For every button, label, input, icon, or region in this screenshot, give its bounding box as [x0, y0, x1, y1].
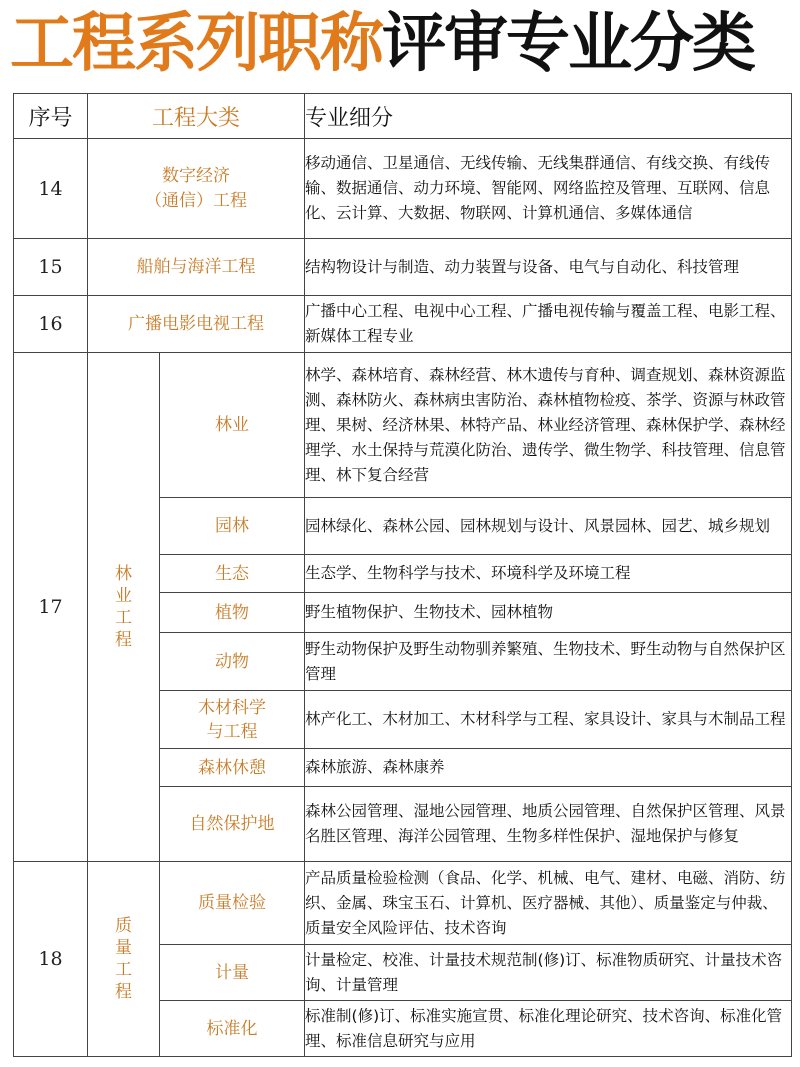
table-row [14, 862, 792, 945]
table-row [14, 139, 792, 239]
sub-detail: 森林旅游、森林康养 [305, 749, 792, 787]
sub-category: 自然保护地 [160, 787, 305, 862]
title-part-black: 评审专业分类 [382, 7, 754, 81]
row-seq: 14 [14, 139, 88, 239]
row-detail: 结构物设计与制造、动力装置与设备、电气与自动化、科技管理 [305, 239, 792, 296]
table-row [14, 353, 792, 498]
title-part-orange: 工程系列职称 [10, 7, 382, 81]
sub-category: 生态 [160, 555, 305, 593]
sub-detail: 园林绿化、森林公园、园林规划与设计、风景园林、园艺、城乡规划 [305, 498, 792, 555]
sub-category: 标准化 [160, 1001, 305, 1057]
row-category: 广播电影电视工程 [88, 296, 305, 353]
row-category: 船舶与海洋工程 [88, 239, 305, 296]
group-seq: 17 [14, 353, 88, 862]
classification-table [13, 93, 792, 1057]
sub-detail: 计量检定、校准、计量技术规范制(修)订、标准物质研究、计量技术咨询、计量管理 [305, 945, 792, 1001]
sub-detail: 森林公园管理、湿地公园管理、地质公园管理、自然保护区管理、风景名胜区管理、海洋公园管理、生物多样性保护、湿地保护与修复 [305, 787, 792, 862]
row-category: 数字经济 （通信）工程 [88, 139, 305, 239]
sub-category: 计量 [160, 945, 305, 1001]
sub-detail: 标准制(修)订、标准实施宣贯、标准化理论研究、技术咨询、标准化管理、标准信息研究与应用 [305, 1001, 792, 1057]
sub-category: 木材科学 与工程 [160, 691, 305, 749]
sub-detail: 野生动物保护及野生动物驯养繁殖、生物技术、野生动物与自然保护区管理 [305, 633, 792, 691]
table-row [14, 239, 792, 296]
sub-category: 质量检验 [160, 862, 305, 945]
sub-detail: 野生植物保护、生物技术、园林植物 [305, 593, 792, 633]
header-detail: 专业细分 [305, 94, 792, 139]
sub-category: 植物 [160, 593, 305, 633]
sub-detail: 产品质量检验检测（食品、化学、机械、电气、建材、电磁、消防、纺织、金属、珠宝玉石、计算机、医疗器械、其他）、质量鉴定与仲裁、质量安全风险评估、技术咨询 [305, 862, 792, 945]
sub-detail: 林产化工、木材加工、木材科学与工程、家具设计、家具与木制品工程 [305, 691, 792, 749]
sub-detail: 生态学、生物科学与技术、环境科学及环境工程 [305, 555, 792, 593]
table-row [14, 296, 792, 353]
sub-category: 园林 [160, 498, 305, 555]
header-seq: 序号 [14, 94, 88, 139]
page-title [10, 4, 790, 84]
header-category: 工程大类 [88, 94, 305, 139]
row-seq: 15 [14, 239, 88, 296]
row-detail: 移动通信、卫星通信、无线传输、无线集群通信、有线交换、有线传输、数据通信、动力环境、智能网、网络监控及管理、互联网、信息化、云计算、大数据、物联网、计算机通信、多媒体通信 [305, 139, 792, 239]
sub-category: 森林休憩 [160, 749, 305, 787]
row-seq: 16 [14, 296, 88, 353]
sub-detail: 林学、森林培育、森林经营、林木遗传与育种、调查规划、森林资源监测、森林防火、森林病虫害防治、森林植物检疫、茶学、资源与林政管理、果树、经济林果、林特产品、林业经济管理、森林保护学、森林经理学、水土保持与荒漠化防治、遗传学、微生物学、科技管理、信息管理、林下复合经营 [305, 353, 792, 498]
group-category: 质量工程 [88, 862, 160, 1057]
group-category: 林业工程 [88, 353, 160, 862]
table-header-row [14, 94, 792, 139]
sub-category: 动物 [160, 633, 305, 691]
sub-category: 林业 [160, 353, 305, 498]
group-seq: 18 [14, 862, 88, 1057]
row-detail: 广播中心工程、电视中心工程、广播电视传输与覆盖工程、电影工程、新媒体工程专业 [305, 296, 792, 353]
